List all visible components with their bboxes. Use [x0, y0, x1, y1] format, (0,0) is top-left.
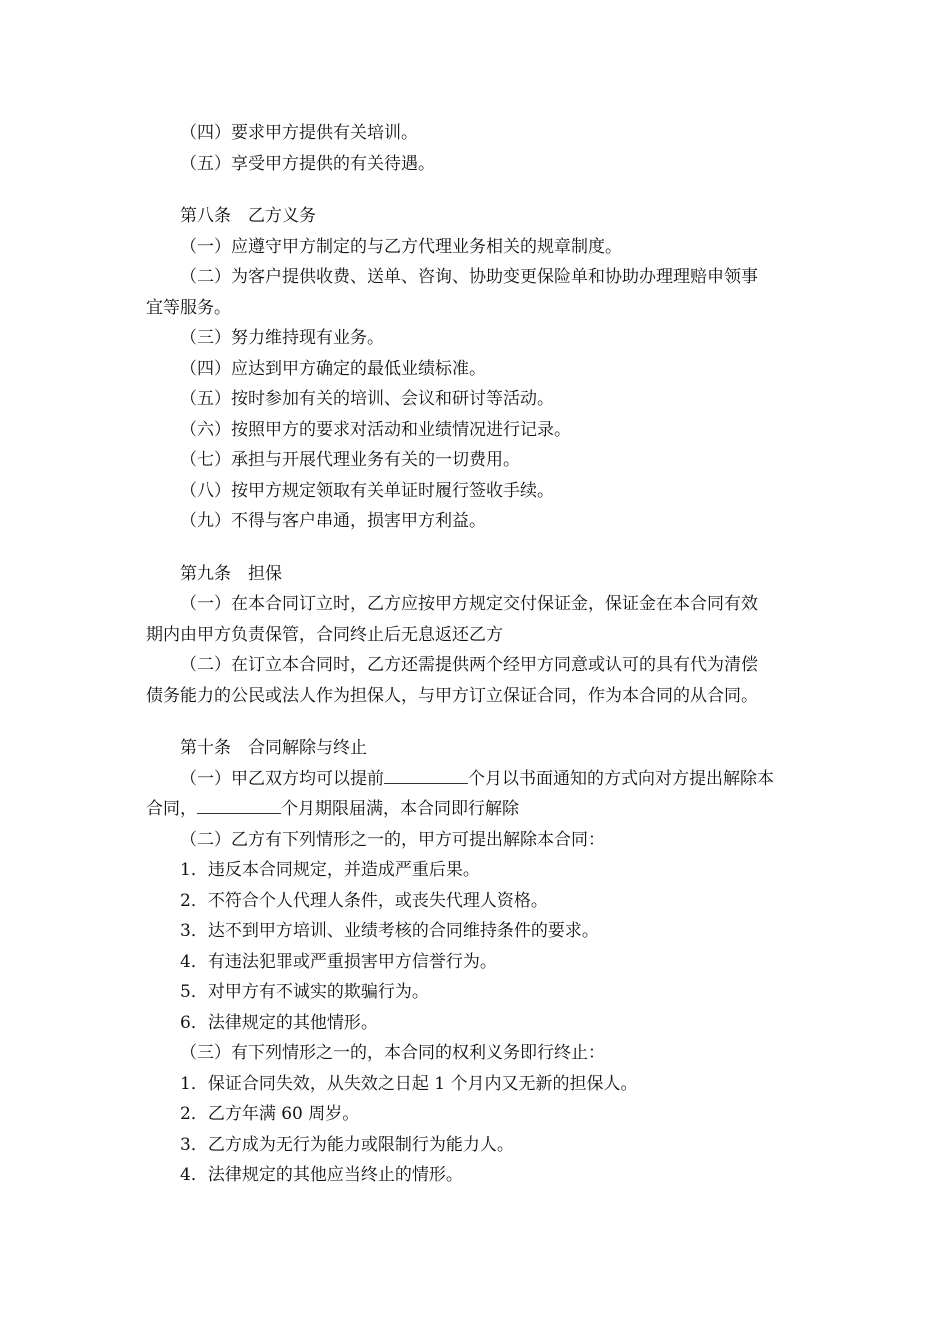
art8-item: （三）努力维持现有业务。	[180, 328, 384, 348]
blank-months-field	[384, 766, 468, 784]
art10-item-1	[146, 764, 810, 795]
art8-item: （二）为客户提供收费、送单、咨询、协助变更保险单和协助办理理赔申领事	[180, 267, 758, 287]
art9-item-continued: 债务能力的公民或法人作为担保人，与甲方订立保证合同，作为本合同的从合同。	[146, 685, 758, 706]
art8-item: （五）按时参加有关的培训、会议和研讨等活动。	[180, 389, 554, 409]
art9-item: （二）在订立本合同时，乙方还需提供两个经甲方同意或认可的具有代为清偿	[180, 655, 758, 675]
art10-item-1-text-a: （一）甲乙双方均可以提前	[180, 768, 384, 789]
art10-subitem: 5．对甲方有不诚实的欺骗行为。	[180, 982, 429, 1002]
item-si-training: （四）要求甲方提供有关培训。	[180, 123, 418, 143]
art10-item-1-text-c: 合同，	[146, 799, 197, 819]
art9-item-continued: 期内由甲方负责保管，合同终止后无息返还乙方	[146, 624, 503, 645]
blank-months-field	[197, 796, 281, 814]
art8-item: （六）按照甲方的要求对活动和业绩情况进行记录。	[180, 419, 571, 440]
art10-item: （三）有下列情形之一的，本合同的权利义务即行终止：	[180, 1043, 605, 1063]
art10-subitem: 4．有违法犯罪或严重损害甲方信誉行为。	[180, 951, 497, 972]
article-8-heading: 第八条 乙方义务	[180, 206, 316, 226]
document-page	[146, 118, 810, 1191]
art8-item: （四）应达到甲方确定的最低业绩标准。	[180, 358, 486, 379]
art10-subitem: 2．不符合个人代理人条件，或丧失代理人资格。	[180, 890, 548, 911]
art10-item: （二）乙方有下列情形之一的，甲方可提出解除本合同：	[180, 829, 605, 850]
art8-item-continued: 宜等服务。	[146, 297, 231, 318]
art8-item: （九）不得与客户串通，损害甲方利益。	[180, 511, 486, 531]
art10-item-1-text-b: 个月以书面通知的方式向对方提出解除本	[468, 768, 774, 789]
art10-subitem: 6．法律规定的其他情形。	[180, 1012, 378, 1033]
item-wu-benefits: （五）享受甲方提供的有关待遇。	[180, 153, 435, 174]
art10-subitem: 1．违反本合同规定，并造成严重后果。	[180, 860, 480, 880]
art8-item: （一）应遵守甲方制定的与乙方代理业务相关的规章制度。	[180, 236, 622, 257]
art10-item-1-text-d: 个月期限届满，本合同即行解除	[281, 799, 519, 819]
art9-item: （一）在本合同订立时，乙方应按甲方规定交付保证金，保证金在本合同有效	[180, 594, 758, 614]
art10-subitem: 2．乙方年满 60 周岁。	[180, 1104, 360, 1124]
article-10-heading: 第十条 合同解除与终止	[180, 738, 367, 758]
art10-subitem: 1．保证合同失效，从失效之日起 1 个月内又无新的担保人。	[180, 1073, 638, 1094]
article-9-heading: 第九条 担保	[180, 563, 282, 584]
art10-item-1-continued	[146, 794, 810, 825]
art10-subitem: 3．达不到甲方培训、业绩考核的合同维持条件的要求。	[180, 921, 599, 941]
art10-subitem: 4．法律规定的其他应当终止的情形。	[180, 1165, 463, 1185]
art10-subitem: 3．乙方成为无行为能力或限制行为能力人。	[180, 1134, 514, 1155]
art8-item: （八）按甲方规定领取有关单证时履行签收手续。	[180, 480, 554, 501]
art8-item: （七）承担与开展代理业务有关的一切费用。	[180, 450, 520, 470]
